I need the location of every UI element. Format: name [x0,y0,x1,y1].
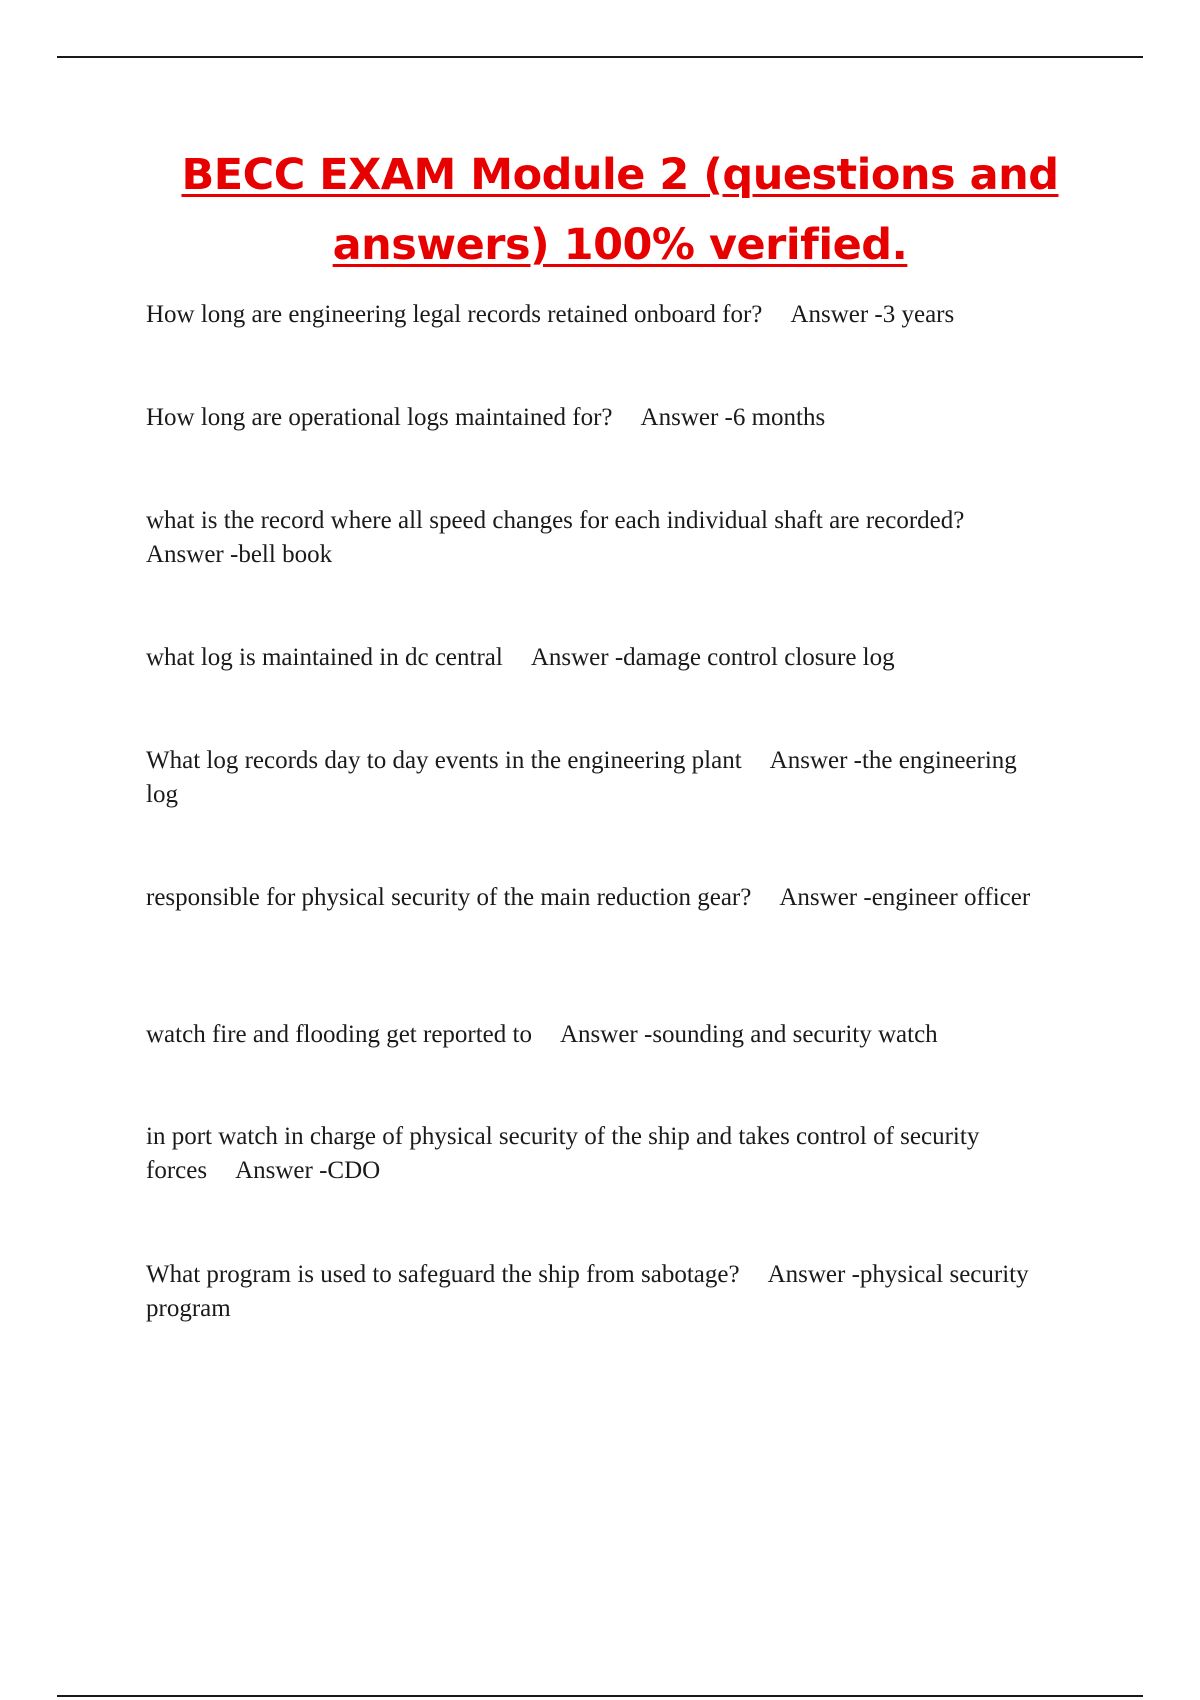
question-text: watch fire and flooding get reported to [146,1021,532,1048]
answer-text: Answer -physical security program [146,1261,1029,1322]
question-text: How long are operational logs maintained for? [146,404,613,431]
answer-text: Answer -CDO [235,1157,381,1184]
qa-item-3 [146,504,1096,572]
answer-text: Answer -3 years [790,301,955,328]
answer-text: Answer -bell book [146,541,333,568]
question-text: what log is maintained in dc central [146,644,503,671]
qa-item-9 [146,1258,1096,1326]
question-text: What program is used to safeguard the ship from sabotage? [146,1261,740,1288]
qa-item-6 [146,881,1096,915]
question-text: what is the record where all speed changes for each individual shaft are recorded? [146,507,965,534]
footer-rule [57,1695,1143,1697]
qa-item-5 [146,744,1026,812]
answer-text: Answer -the engineering log [146,747,1017,808]
header-rule [57,56,1143,58]
question-text: How long are engineering legal records retained onboard for? [146,301,763,328]
question-text: responsible for physical security of the main reduction gear? [146,884,752,911]
qa-item-2 [146,401,1096,435]
document-title: BECC EXAM Module 2 (questions and answers) 100% verified. [181,150,1059,270]
qa-item-1 [146,298,1096,332]
answer-text: Answer -6 months [640,404,826,431]
question-text: What log records day to day events in the engineering plant [146,747,742,774]
answer-text: Answer -engineer officer [779,884,1031,911]
question-text: in port watch in charge of physical security of the ship and takes control of security forces [146,1123,980,1184]
qa-item-4 [146,641,1096,675]
qa-item-7 [146,1018,1096,1052]
answer-text: Answer -damage control closure log [530,644,895,671]
answer-text: Answer -sounding and security watch [559,1021,938,1048]
qa-item-8 [146,1120,1096,1188]
